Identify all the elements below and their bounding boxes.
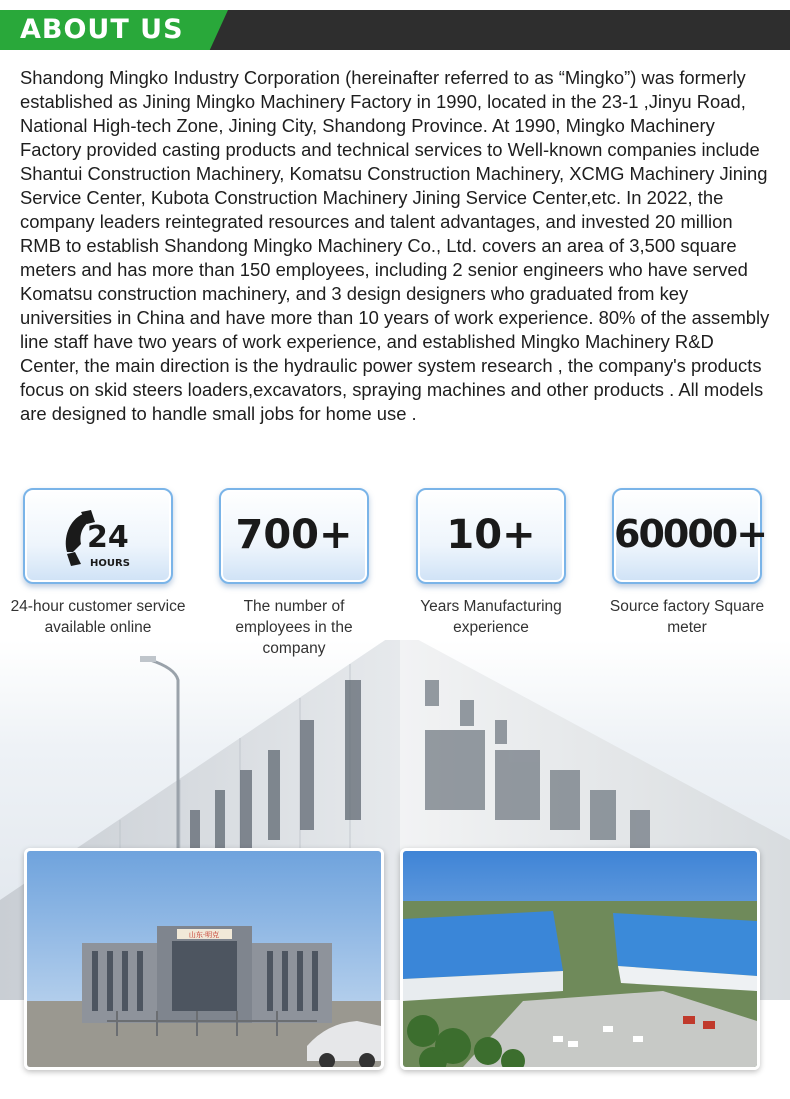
building-sign-text: 山东·明克 bbox=[188, 931, 220, 939]
office-building-photo bbox=[24, 848, 384, 1070]
stats-row bbox=[0, 488, 790, 657]
section-title: ABOUT US bbox=[20, 14, 184, 45]
stat-box bbox=[416, 488, 566, 584]
stat-label: The number of employees in the company bbox=[235, 598, 353, 657]
stat-customer-service bbox=[8, 488, 188, 638]
stat-box bbox=[219, 488, 369, 584]
stat-value: 60000+ bbox=[614, 512, 767, 556]
stat-employees bbox=[204, 488, 384, 659]
about-us-banner bbox=[0, 10, 790, 50]
icon-number: 24 bbox=[87, 520, 129, 555]
stat-value: 700+ bbox=[235, 512, 353, 558]
stat-label: 24-hour customer service available online bbox=[10, 598, 186, 636]
stat-square-meters bbox=[597, 488, 777, 638]
stat-box bbox=[23, 488, 173, 584]
aerial-factory-photo bbox=[400, 848, 760, 1070]
stat-value: 10+ bbox=[446, 512, 536, 558]
stat-label: Years Manufacturing experience bbox=[420, 598, 562, 636]
company-intro-paragraph: Shandong Mingko Industry Corporation (hereinafter referred to as “Mingko”) was formerly established as Jining Mingko Machinery Factory in 1990, located in the 23-1 ,Jinyu Road, National High-tech Zone, Jining City, Shandong Province. At 1990, Mingko Machinery Factory provided casting products and technical services to Well-known companies include Shantui Construction Machinery, Komatsu Construction Machinery, XCMG Machinery Jining Service Center, Kubota Construction Machinery Jining Service Center,etc. In 2022, the company leaders reintegrated resources and talent advantages, and invested 20 million RMB to establish Shandong Mingko Machinery Co., Ltd. covers an area of 3,500 square meters and has more than 150 employees, including 2 senior engineers who have served Komatsu construction machinery, and 3 design designers who graduated from key universities in China and have more than 10 years of work experience. 80% of the assembly line staff have two years of work experience, and established Mingko Machinery R&D Center, the main direction is the hydraulic power system research , the company's products focus on skid steers loaders,excavators, spraying machines and other products . All models are designed to handle small jobs for home use . bbox=[20, 67, 770, 424]
stat-label: Source factory Square meter bbox=[609, 598, 765, 636]
icon-hours-text: HOURS bbox=[90, 558, 130, 569]
stat-box bbox=[612, 488, 767, 584]
stat-years bbox=[401, 488, 581, 638]
